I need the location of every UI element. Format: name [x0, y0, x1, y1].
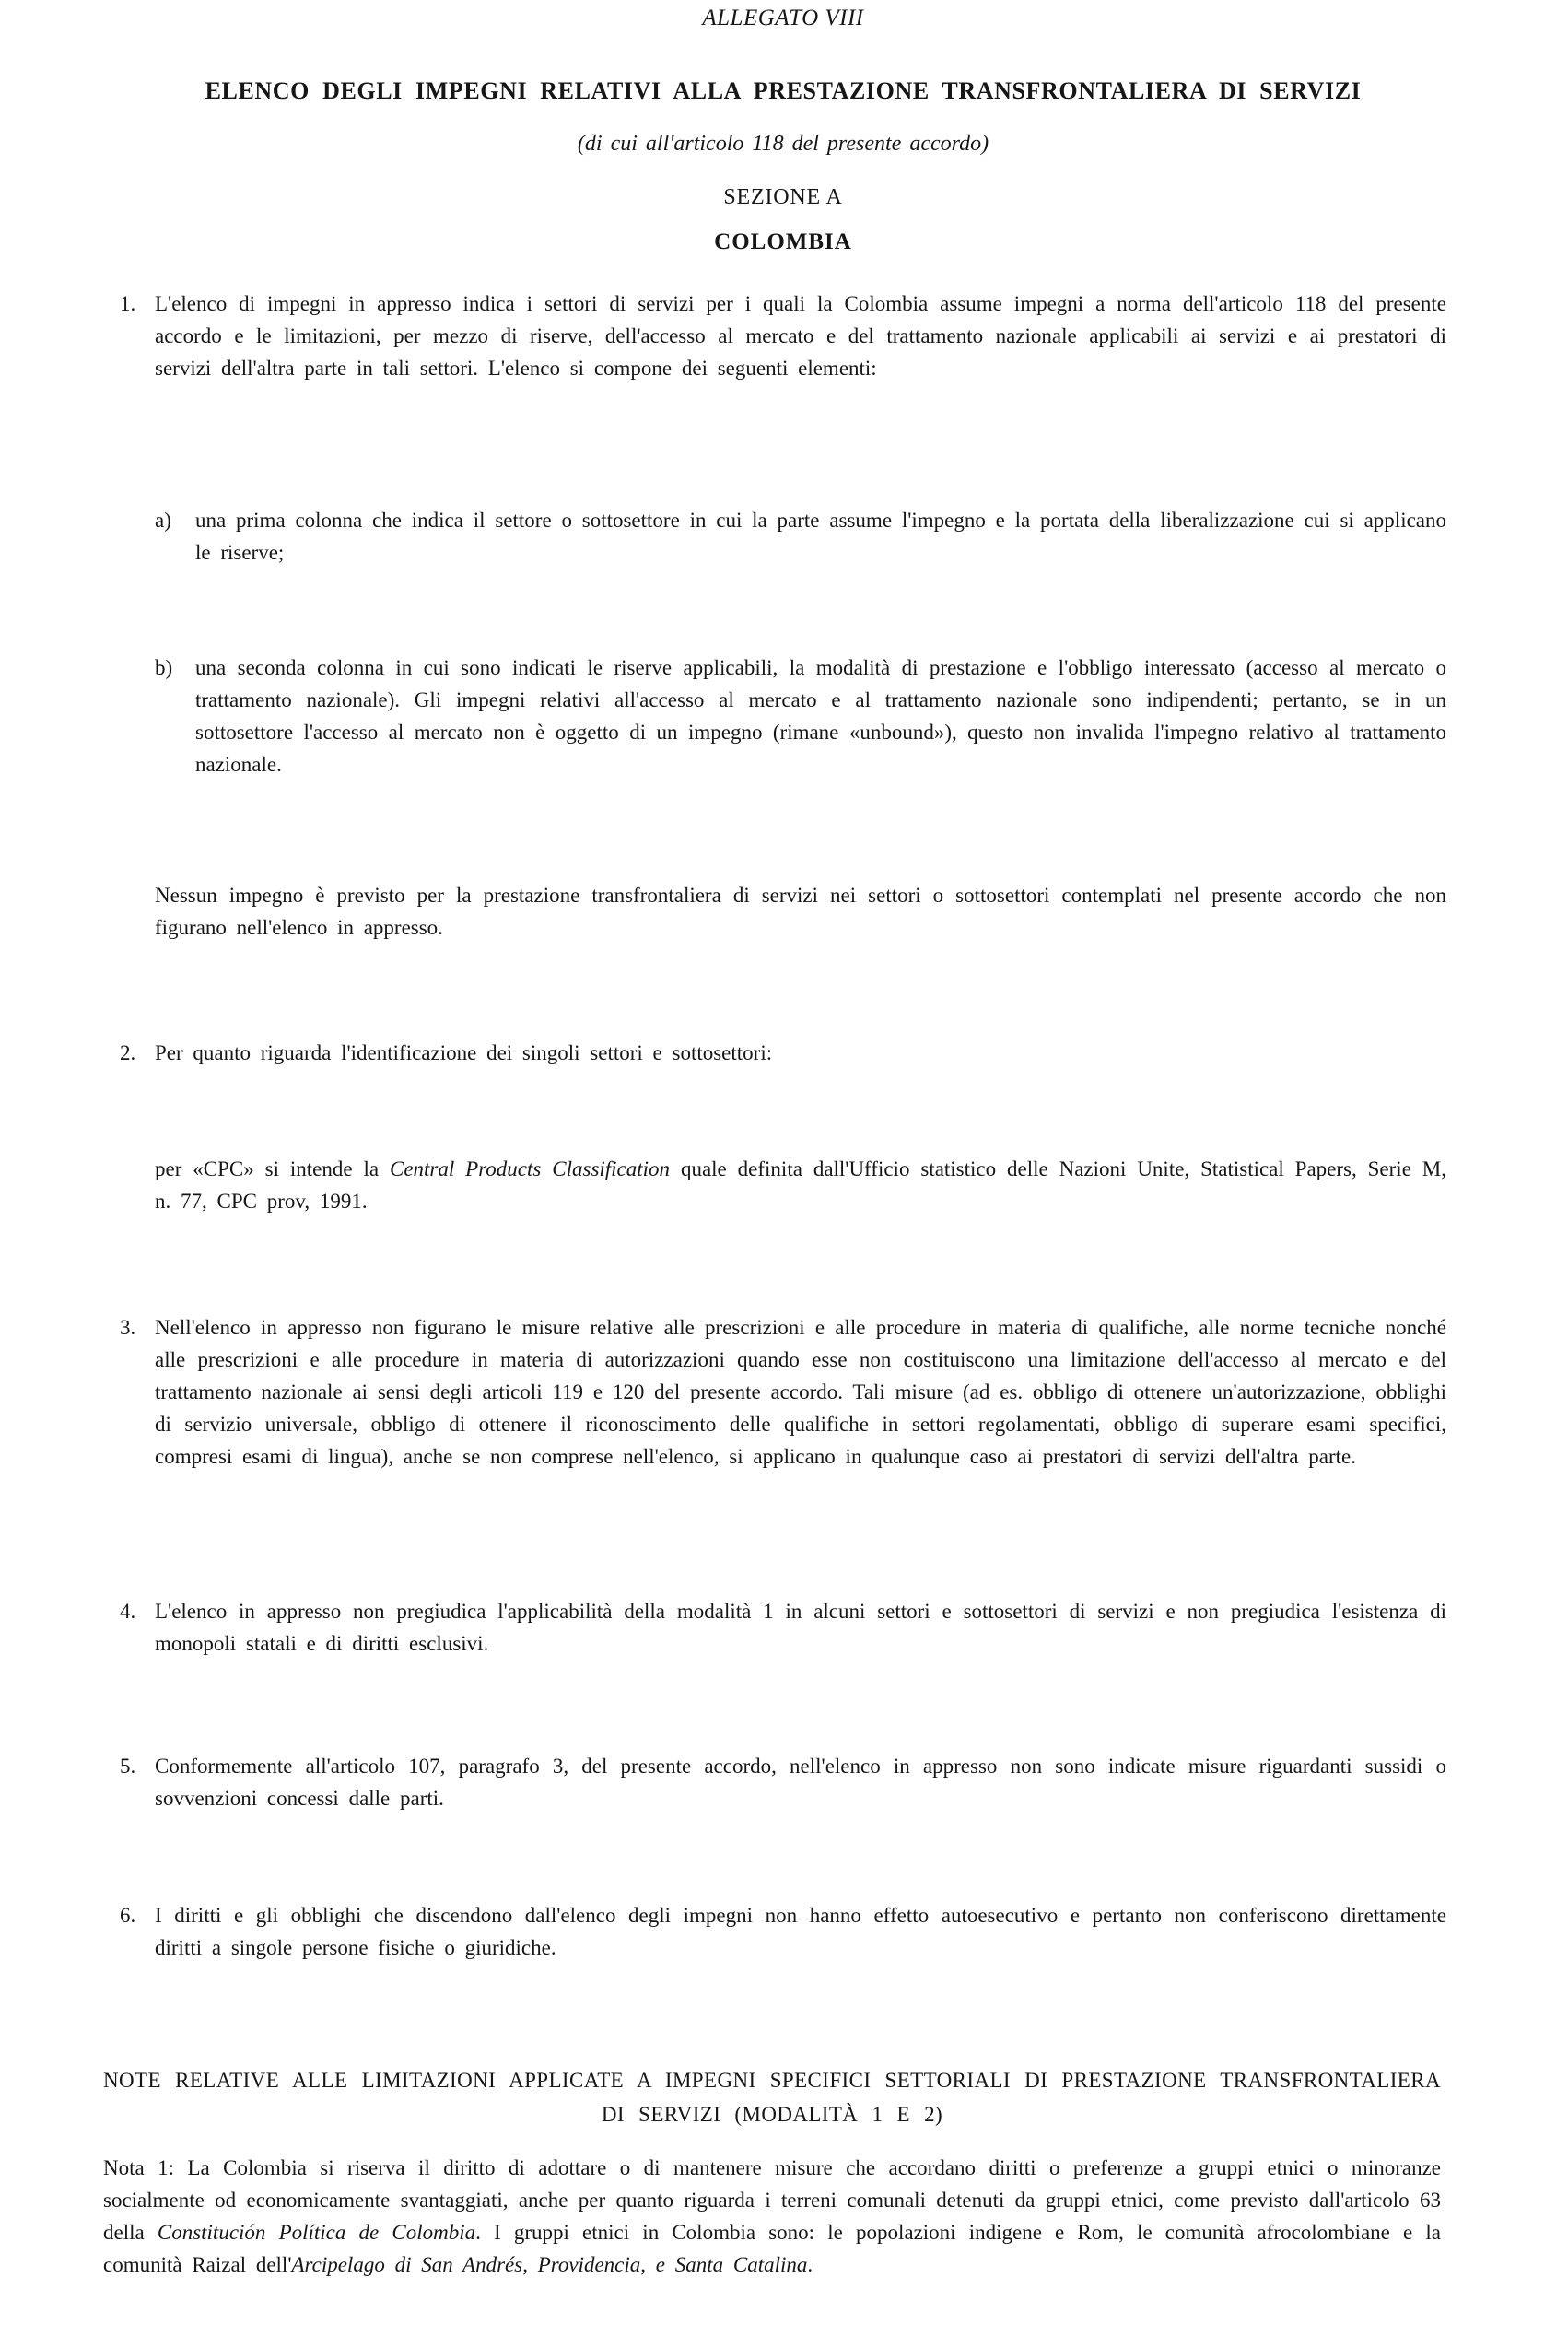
paragraph-5-text: Conformemente all'articolo 107, paragrafo 3, del presente accordo, nell'elenco in appresso non sono indicate misure riguardanti sussidi o sovvenzioni concessi dalle parti. — [155, 1755, 1446, 1810]
paragraph-6-number: 6. — [120, 1904, 136, 1927]
annex-label: ALLEGATO VIII — [702, 6, 864, 30]
paragraph-1a-text: una prima colonna che indica il settore o sottosettore in cui la parte assume l'impegno e la portata della liberalizzazione cui si applicano le riserve; — [195, 509, 1446, 564]
paragraph-5 — [120, 1750, 1446, 1814]
document-title: ELENCO DEGLI IMPEGNI RELATIVI ALLA PRESTAZIONE TRANSFRONTALIERA DI SERVIZI — [205, 77, 1362, 104]
paragraph-2-text: Per quanto riguarda l'identificazione dei singoli settori e sottosettori: — [155, 1041, 773, 1064]
paragraph-1 — [120, 288, 1446, 384]
note-1-italic-constitucion: Constitución Política de Colombia — [157, 2221, 476, 2244]
country-heading: COLOMBIA — [714, 229, 852, 254]
paragraph-4-number: 4. — [120, 1600, 136, 1623]
cpc-definition-italic: Central Products Classification — [389, 1157, 671, 1180]
paragraph-1a — [155, 504, 1446, 569]
paragraph-6-text: I diritti e gli obblighi che discendono dall'elenco degli impegni non hanno effetto autoesecutivo e pertanto non conferiscono direttamente diritti a singole persone fisiche o giuridiche. — [155, 1904, 1446, 1959]
paragraph-1b-text: una seconda colonna in cui sono indicati le riserve applicabili, la modalità di prestazione e l'obbligo interessato (accesso al mercato o trattamento nazionale). Gli impegni relativi all'accesso al mercato e al trattamento nazionale sono indipendenti; pertanto, se in un sottosettore l'accesso al mercato non è oggetto di un impegno (rimane «unbound»), questo non invalida l'impegno relativo al trattamento nazionale. — [195, 656, 1446, 776]
paragraph-3-number: 3. — [120, 1316, 136, 1339]
paragraph-1-closing-note: Nessun impegno è previsto per la prestazione transfrontaliera di servizi nei settori o sottosettori contemplati nel presente accordo che non figurano nell'elenco in appresso. — [155, 884, 1446, 939]
paragraph-4-text: L'elenco in appresso non pregiudica l'applicabilità della modalità 1 in alcuni settori e sottosettori di servizi e non pregiudica l'esistenza di monopoli statali e di diritti esclusivi. — [155, 1600, 1446, 1655]
note-1 — [103, 2152, 1441, 2281]
paragraph-1-text: L'elenco di impegni in appresso indica i settori di servizi per i quali la Colombia assume impegni a norma dell'articolo 118 del presente accordo e le limitazioni, per mezzo di riserve, dell'accesso al mercato e del trattamento nazionale applicabili ai servizi e ai prestatori di servizi dell'altra parte in tali settori. L'elenco si compone dei seguenti elementi: — [155, 292, 1446, 380]
document-subtitle: (di cui all'articolo 118 del presente accordo) — [577, 132, 989, 156]
section-label: SEZIONE A — [723, 185, 843, 209]
note-1-segment-3: . — [807, 2253, 813, 2276]
paragraph-1a-letter: a) — [155, 509, 171, 532]
paragraph-3-text: Nell'elenco in appresso non figurano le misure relative alle prescrizioni e alle procedure in materia di qualifiche, alle norme tecniche nonché alle prescrizioni e alle procedure in materia di autorizzazioni quando esse non costituiscono una limitazione dell'accesso al mercato e del trattamento nazionale ai sensi degli articoli 119 e 120 del presente accordo. Tali misure (ad es. obbligo di ottenere un'autorizzazione, obblighi di servizio universale, obbligo di ottenere il riconoscimento delle qualifiche in settori regolamentati, obbligo di superare esami specifici, compresi esami di lingua), anche se non comprese nell'elenco, si applicano in qualunque caso ai prestatori di servizi dell'altra parte. — [155, 1316, 1446, 1468]
paragraph-1-number: 1. — [120, 292, 136, 315]
paragraph-3 — [120, 1311, 1446, 1473]
paragraph-4 — [120, 1595, 1446, 1660]
paragraph-2-cpc-definition — [155, 1153, 1446, 1217]
paragraph-5-number: 5. — [120, 1755, 136, 1778]
note-1-label: Nota 1: — [103, 2156, 175, 2179]
paragraph-2-number: 2. — [120, 1041, 136, 1064]
note-1-segment-2: . I gruppi etnici in Colombia sono: le popolazioni indigene e Rom, le comunità afrocolombiane e la comunità Raizal dell' — [103, 2221, 1441, 2276]
note-1-italic-arcipelago: Arcipelago di San Andrés, Providencia, e Santa Catalina — [291, 2253, 808, 2276]
sector-notes-heading: NOTE RELATIVE ALLE LIMITAZIONI APPLICATE A IMPEGNI SPECIFICI SETTORIALI DI PRESTAZIONE TRANSFRONTALIERA DI SERVIZI (MODALITÀ 1 E 2) — [103, 2069, 1441, 2126]
paragraph-1b — [155, 652, 1446, 781]
cpc-definition-pre: per «CPC» si intende la — [155, 1157, 390, 1180]
cpc-definition-post: quale definita dall'Ufficio statistico delle Nazioni Unite, Statistical Papers, Serie M, n. 77, CPC prov, 1991. — [155, 1157, 1447, 1213]
note-1-segment-1: La Colombia si riserva il diritto di adottare o di mantenere misure che accordano diritti o preferenze a gruppi etnici o minoranze socialmente od economicamente svantaggiati, anche per quanto riguarda i terreni comunali detenuti da gruppi etnici, come previsto dall'articolo 63 della — [103, 2156, 1441, 2244]
paragraph-6 — [120, 1899, 1446, 1964]
paragraph-2 — [120, 1037, 1446, 1069]
paragraph-1b-letter: b) — [155, 656, 173, 679]
